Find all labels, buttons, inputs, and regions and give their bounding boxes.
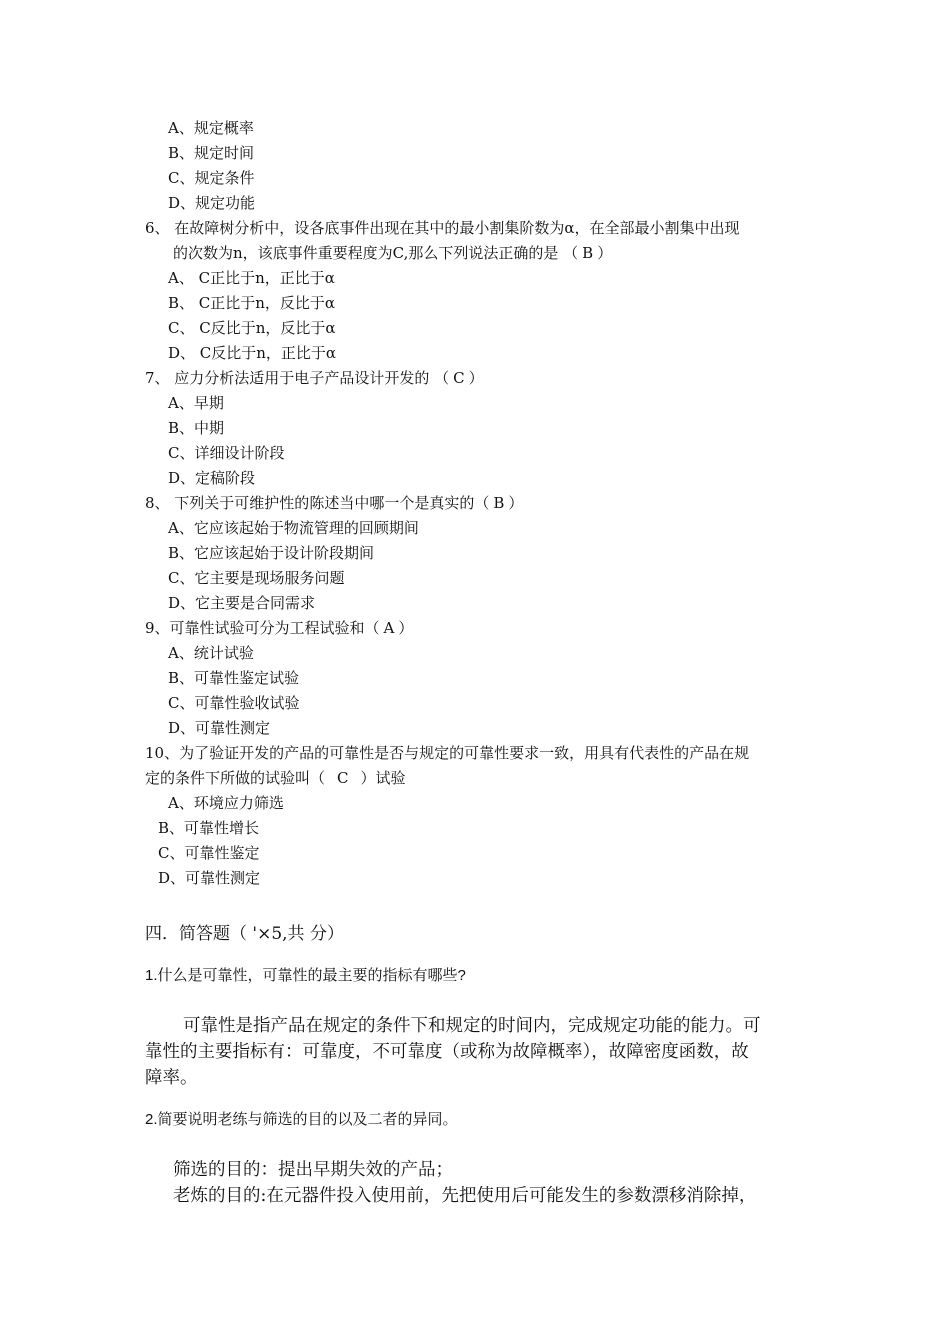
q10-option-c: C、可靠性鉴定 (158, 844, 260, 862)
answer-2-line1: 筛选的目的：提出早期失效的产品； (173, 1160, 453, 1180)
q10-option-a: A、环境应力筛选 (168, 794, 284, 812)
q5-option-c: C、规定条件 (168, 169, 255, 187)
q6-stem-line2 (173, 243, 612, 263)
q5-option-d: D、规定功能 (168, 194, 256, 212)
q6-option-d: D、 C反比于n，正比于α (168, 344, 337, 362)
q8-stem-text: 8、 下列关于可维护性的陈述当中哪一个是真实的（ (145, 494, 490, 512)
q7-stem-text: 7、 应力分析法适用于电子产品设计开发的 （ (145, 369, 450, 387)
q8-option-b: B、它应该起始于设计阶段期间 (168, 544, 375, 562)
q9-option-a: A、统计试验 (168, 644, 254, 662)
q9-stem-close: ） (398, 619, 414, 637)
q8-answer: B (493, 494, 505, 512)
section-heading: 四．简答题（ '×5,共 分） (145, 924, 344, 944)
q8-stem-close: ） (508, 494, 524, 512)
q7-answer: C (453, 369, 465, 387)
short-question-2: 2.简要说明老练与筛选的目的以及二者的异同。 (145, 1111, 458, 1128)
q7-stem (145, 368, 484, 388)
q6-stem-line1: 6、 在故障树分析中，设各底事件出现在其中的最小割集阶数为α，在全部最小割集中出现 (145, 219, 740, 237)
q5-option-b: B、规定时间 (168, 144, 255, 162)
q10-option-d: D、可靠性测定 (158, 869, 261, 887)
short-question-1: 1.什么是可靠性，可靠性的最主要的指标有哪些? (145, 967, 466, 984)
q6-answer: B (582, 244, 594, 262)
q8-option-d: D、它主要是合同需求 (168, 594, 316, 612)
q10-stem-line1: 10、为了验证开发的产品的可靠性是否与规定的可靠性要求一致，用具有代表性的产品在规 (145, 744, 750, 762)
q6-option-b: B、 C正比于n，反比于α (168, 294, 336, 312)
q9-option-d: D、可靠性测定 (168, 719, 271, 737)
q7-option-a: A、早期 (168, 394, 224, 412)
q7-option-d: D、定稿阶段 (168, 469, 256, 487)
q10-option-b: B、可靠性增长 (158, 819, 260, 837)
q8-option-c: C、它主要是现场服务问题 (168, 569, 345, 587)
q6-option-a: A、 C正比于n，正比于α (168, 269, 335, 287)
q10-stem-close: ）试验 (360, 769, 406, 787)
q6-stem-close: ） (597, 244, 613, 262)
q6-stem-text: 的次数为n，该底事件重要程度为C,那么下列说法正确的是 （ (173, 244, 579, 262)
q9-option-b: B、可靠性鉴定试验 (168, 669, 300, 687)
answer-1-line1: 可靠性是指产品在规定的条件下和规定的时间内，完成规定功能的能力。可 (183, 1016, 761, 1036)
q8-stem (145, 493, 523, 513)
q10-answer: C (337, 769, 349, 787)
q9-stem-text: 9、可靠性试验可分为工程试验和（ (145, 619, 380, 637)
q10-stem-line2 (145, 768, 406, 788)
q6-option-c: C、 C反比于n，反比于α (168, 319, 336, 337)
answer-1-line3: 障率。 (145, 1068, 198, 1088)
answer-2-line2: 老炼的目的:在元器件投入使用前，先把使用后可能发生的参数漂移消除掉， (173, 1186, 757, 1206)
q8-option-a: A、它应该起始于物流管理的回顾期间 (168, 519, 419, 537)
q7-option-b: B、中期 (168, 419, 225, 437)
q9-stem (145, 618, 413, 638)
q10-stem-text: 定的条件下所做的试验叫（ (145, 769, 326, 787)
answer-1-line2: 靠性的主要指标有：可靠度，不可靠度（或称为故障概率），故障密度函数，故 (145, 1042, 749, 1062)
q5-option-a: A、规定概率 (168, 119, 254, 137)
q9-answer: A (383, 619, 395, 637)
q7-option-c: C、详细设计阶段 (168, 444, 285, 462)
q7-stem-close: ） (468, 369, 484, 387)
q9-option-c: C、可靠性验收试验 (168, 694, 300, 712)
